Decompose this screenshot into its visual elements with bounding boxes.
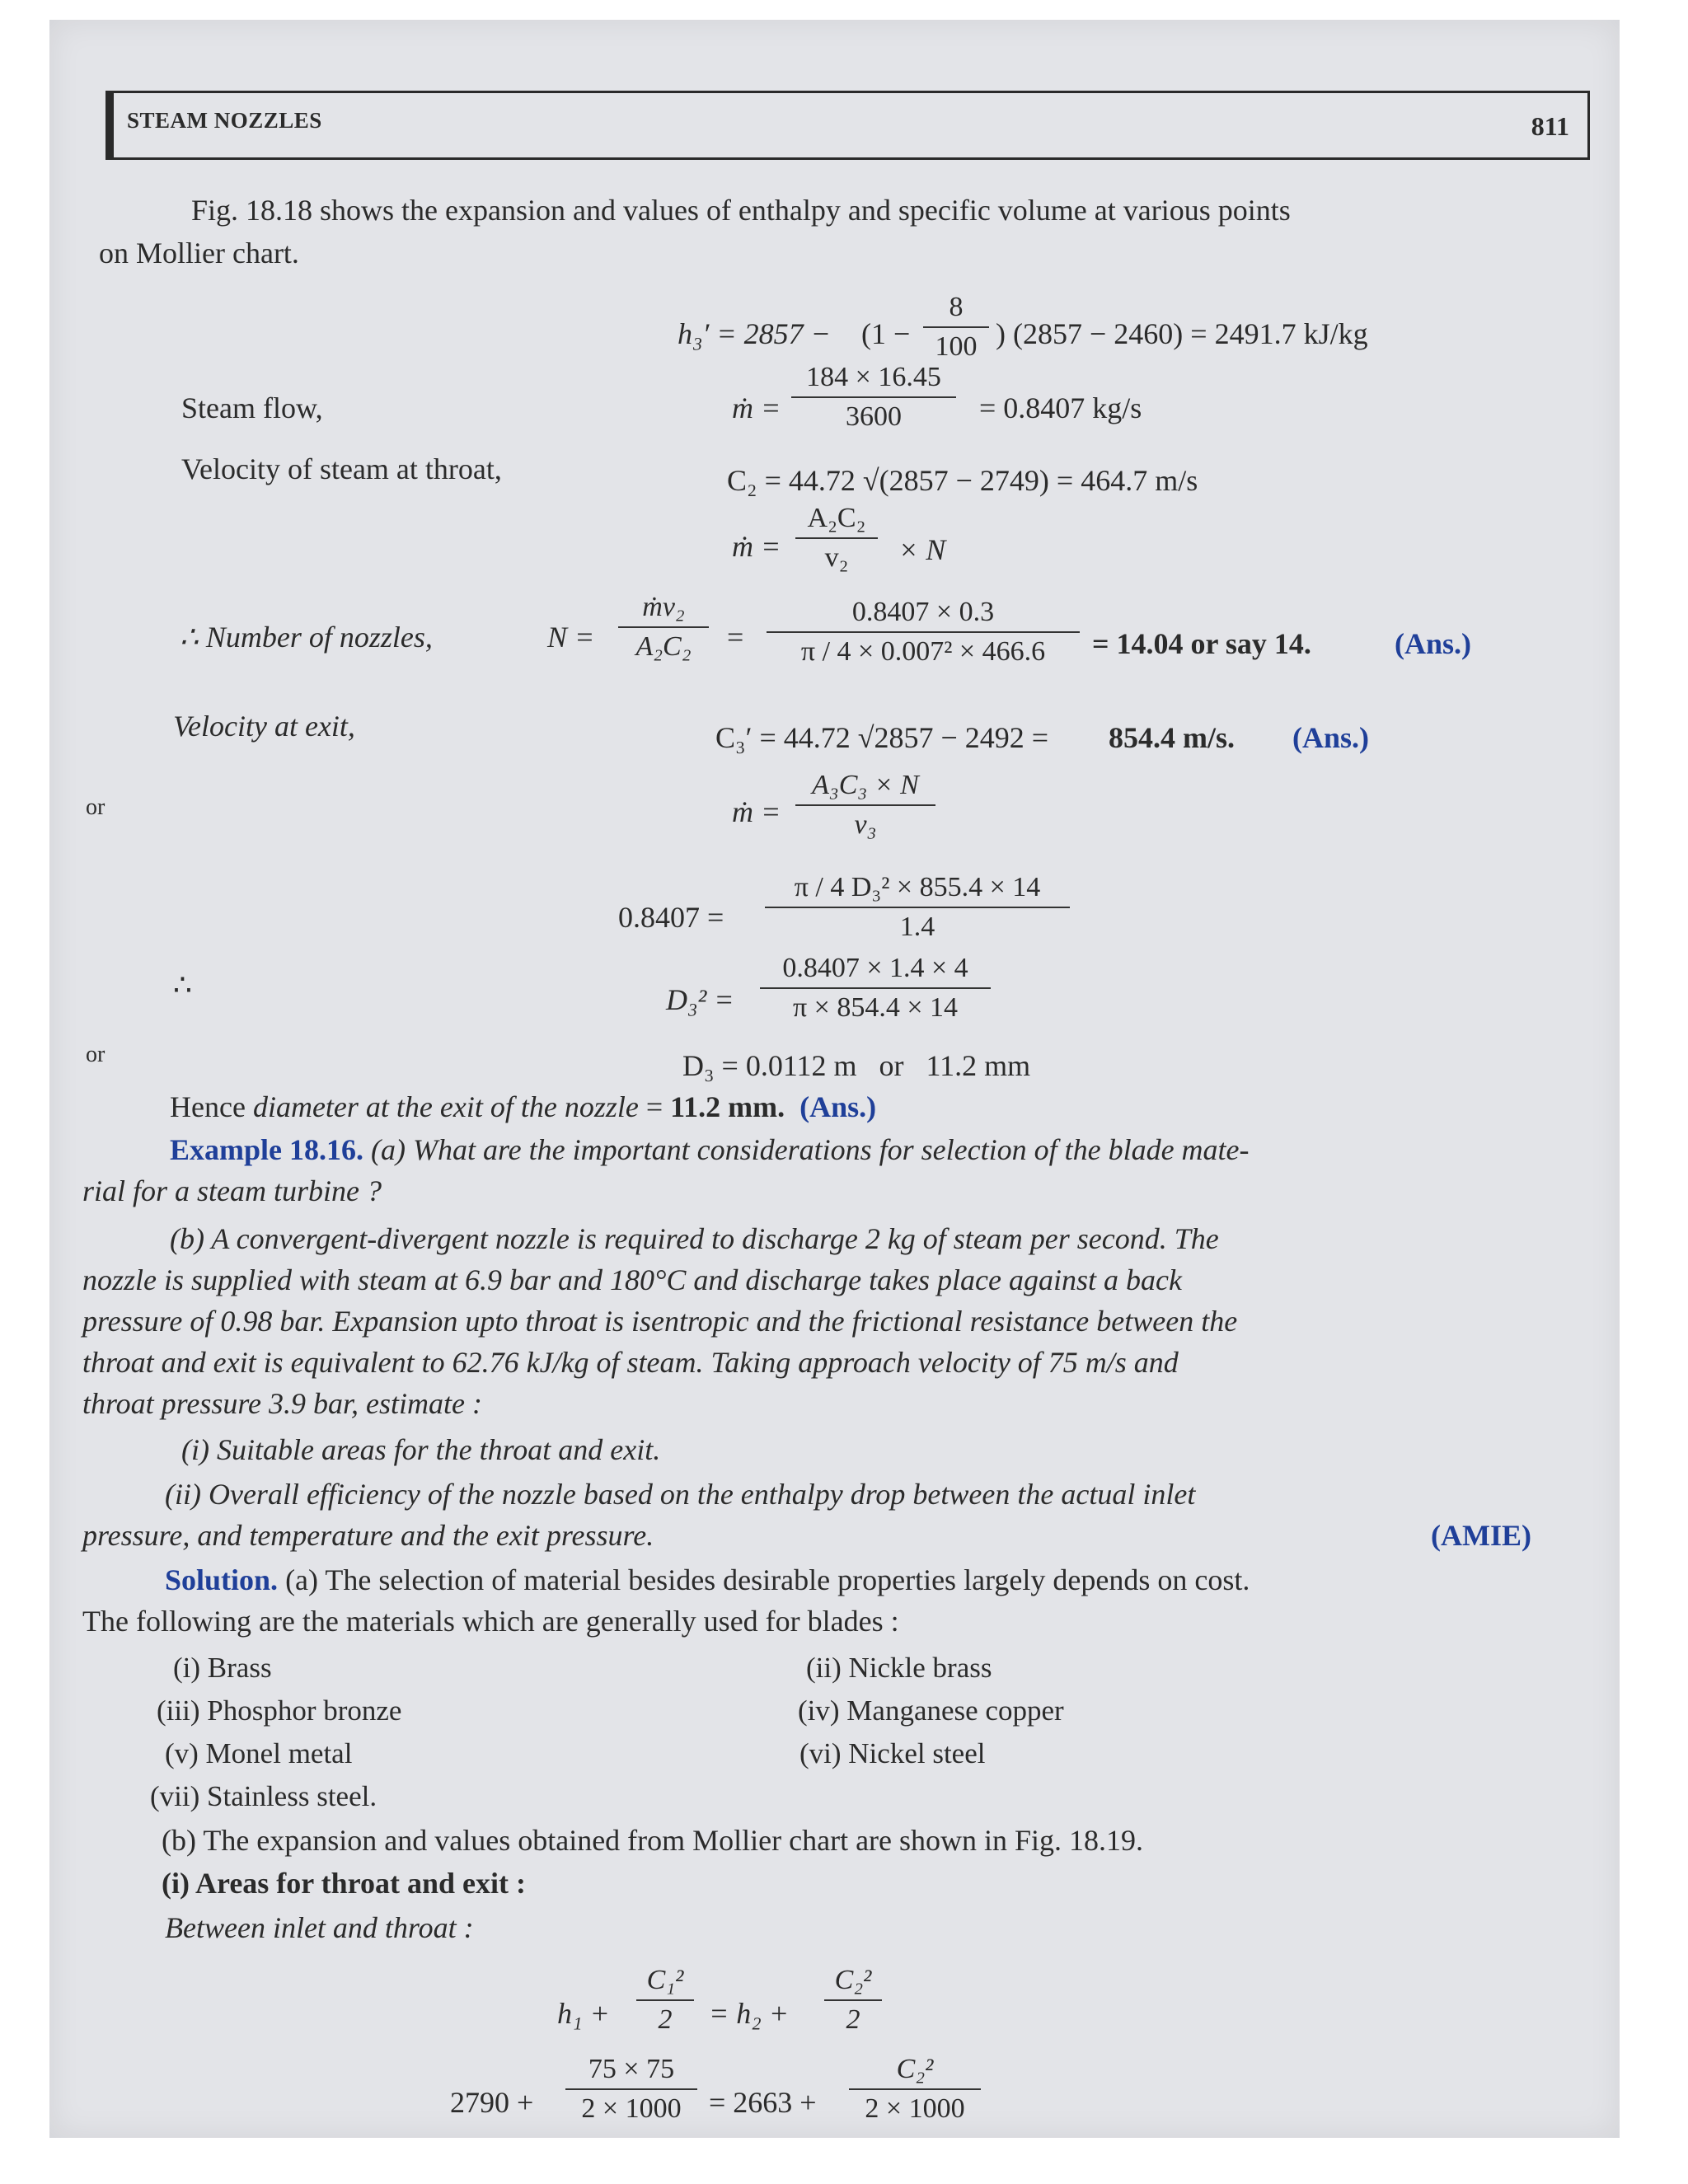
d3sq-den: π × 854.4 × 14 — [792, 992, 958, 1023]
energy-frac-1 — [636, 1965, 694, 2036]
example-ii-line-1: (ii) Overall efficiency of the nozzle based on the enthalpy drop between the actual inlet — [165, 1478, 1196, 1511]
eq-h3-den: 100 — [935, 331, 978, 362]
substitute-lhs: 0.8407 = — [618, 901, 724, 934]
mass-eq-fraction — [795, 503, 878, 574]
solution-title: Solution. — [165, 1563, 279, 1596]
or-label-2: or — [86, 1042, 106, 1067]
eq-h3-num: 8 — [949, 292, 964, 322]
material-1: (i) Brass — [173, 1652, 272, 1684]
example-b-line-5: throat pressure 3.9 bar, estimate : — [82, 1387, 482, 1420]
fraction-bar — [760, 987, 991, 989]
nozzles-den-1: A₂C₂ — [635, 631, 692, 662]
steam-flow-num: 184 × 16.45 — [806, 362, 941, 392]
example-b-line-1: (b) A convergent-divergent nozzle is required to discharge 2 kg of steam per second. The — [170, 1222, 1219, 1255]
material-2: (ii) Nickle brass — [806, 1652, 992, 1684]
energy-mid: = h₂ + — [709, 1997, 790, 2030]
eq-h3-paren: (1 − — [861, 317, 911, 350]
hence-italic: diameter at the exit of the nozzle — [252, 1090, 639, 1123]
mass-eq-num: A₂C₂ — [807, 503, 866, 533]
exit-velocity-ans: (Ans.) — [1292, 721, 1370, 754]
mass-exit-lhs: ṁ = — [732, 795, 781, 828]
numeric-frac-2 — [849, 2054, 981, 2125]
substitute-den: 1.4 — [899, 912, 935, 942]
throat-velocity-label: Velocity of steam at throat, — [181, 452, 502, 485]
eq-h3-rhs: ) (2857 − 2460) = 2491.7 kJ/kg — [996, 317, 1368, 350]
or-label-1: or — [86, 794, 106, 820]
between-label: Between inlet and throat : — [165, 1911, 474, 1944]
intro-line-1: Fig. 18.18 shows the expansion and values of enthalpy and specific volume at various points — [191, 194, 1291, 227]
energy-num-1: C₁² — [646, 1965, 684, 1995]
eq-h3-lhs: h₃′ = 2857 − — [678, 317, 831, 350]
mass-exit-den: v₃ — [854, 809, 877, 840]
fraction-bar — [618, 626, 709, 628]
substitute-fraction — [765, 872, 1070, 943]
fraction-bar — [795, 804, 935, 806]
therefore-symbol: ∴ — [173, 968, 192, 1001]
fraction-bar — [824, 1999, 882, 2001]
example-b-line-2: nozzle is supplied with steam at 6.9 bar and 180°C and discharge takes place against a back — [82, 1263, 1182, 1296]
energy-den-2: 2 — [846, 2004, 860, 2035]
exit-velocity-eq: C₃′ = 44.72 √2857 − 2492 = — [715, 721, 1049, 754]
solution-text-1: (a) The selection of material besides desirable properties largely depends on cost. — [285, 1563, 1250, 1596]
material-6: (vi) Nickel steel — [799, 1737, 986, 1769]
numeric-mid: = 2663 + — [709, 2086, 817, 2119]
section-title: STEAM NOZZLES — [127, 108, 322, 133]
example-a-line-1: (a) What are the important considerations for selection of the blade mate- — [371, 1133, 1250, 1166]
steam-flow-label: Steam flow, — [181, 391, 323, 424]
steam-flow-fraction — [791, 362, 956, 433]
numeric-num-2: C₂² — [896, 2054, 934, 2084]
fraction-bar — [636, 1999, 694, 2001]
nozzles-ans: (Ans.) — [1395, 627, 1472, 660]
amie-tag: (AMIE) — [1431, 1519, 1531, 1552]
nozzles-lhs: N = — [547, 621, 595, 654]
mass-eq-den: v₂ — [824, 542, 849, 573]
numeric-lhs: 2790 + — [450, 2086, 534, 2119]
example-i: (i) Suitable areas for the throat and exit. — [181, 1433, 661, 1466]
solution-line-1 — [165, 1563, 1250, 1597]
example-a-line-2: rial for a steam turbine ? — [82, 1174, 382, 1207]
book-page — [49, 20, 1620, 2138]
fraction-bar — [795, 537, 878, 539]
eq-h3-fraction — [923, 292, 989, 363]
mass-exit-fraction — [795, 770, 935, 841]
throat-velocity-eq: C₂ = 44.72 √(2857 − 2749) = 464.7 m/s — [727, 464, 1198, 497]
steam-flow-den: 3600 — [846, 401, 902, 432]
material-7: (vii) Stainless steel. — [150, 1780, 377, 1812]
fraction-bar — [565, 2088, 697, 2090]
fraction-bar — [923, 326, 989, 328]
numeric-frac-1 — [565, 2054, 697, 2125]
nozzles-den-2: π / 4 × 0.007² × 466.6 — [800, 636, 1046, 667]
example-b-line-3: pressure of 0.98 bar. Expansion upto throat is isentropic and the frictional resistance between the — [82, 1305, 1238, 1338]
nozzles-result: = 14.04 or say 14. — [1092, 627, 1311, 660]
example-ii-line-2: pressure, and temperature and the exit pressure. — [82, 1519, 654, 1552]
exit-velocity-label: Velocity at exit, — [173, 710, 355, 743]
d3sq-lhs: D₃² = — [666, 983, 734, 1016]
mass-eq-rhs: × N — [898, 533, 946, 566]
fraction-bar — [791, 396, 956, 398]
material-5: (v) Monel metal — [165, 1737, 353, 1769]
nozzles-fraction-2 — [767, 597, 1080, 668]
numeric-den-2: 2 × 1000 — [865, 2093, 965, 2124]
substitute-num: π / 4 D₃² × 855.4 × 14 — [794, 872, 1041, 902]
d3-result: D₃ = 0.0112 m or 11.2 mm — [682, 1049, 1031, 1082]
numeric-num-1: 75 × 75 — [588, 2054, 675, 2084]
mass-exit-num: A₃C₃ × N — [812, 770, 919, 800]
hence-pre: Hence — [170, 1090, 253, 1123]
numeric-den-1: 2 × 1000 — [581, 2093, 682, 2124]
hence-eq: = — [638, 1090, 671, 1123]
d3sq-num: 0.8407 × 1.4 × 4 — [782, 953, 968, 983]
energy-frac-2 — [824, 1965, 882, 2036]
exit-velocity-result: 854.4 m/s. — [1109, 721, 1235, 754]
material-3: (iii) Phosphor bronze — [157, 1694, 402, 1727]
example-b-line-4: throat and exit is equivalent to 62.76 kJ/kg of steam. Taking approach velocity of 75 m/s and — [82, 1346, 1179, 1379]
nozzles-num-2: 0.8407 × 0.3 — [851, 597, 995, 627]
steam-flow-rhs: = 0.8407 kg/s — [979, 391, 1142, 424]
energy-den-1: 2 — [658, 2004, 673, 2035]
nozzles-equals: = — [727, 621, 744, 654]
example-line-1 — [170, 1132, 1250, 1167]
nozzles-label: ∴ Number of nozzles, — [180, 621, 433, 654]
steam-flow-lhs: ṁ = — [732, 391, 781, 424]
solution-line-2: The following are the materials which are generally used for blades : — [82, 1605, 899, 1638]
material-4: (iv) Manganese copper — [798, 1694, 1064, 1727]
fraction-bar — [767, 631, 1080, 633]
fraction-bar — [765, 907, 1070, 908]
nozzles-num-1: ṁv₂ — [642, 592, 685, 622]
fraction-bar — [849, 2088, 981, 2090]
areas-heading: (i) Areas for throat and exit : — [162, 1867, 526, 1900]
hence-line — [170, 1090, 876, 1124]
intro-line-2: on Mollier chart. — [99, 237, 299, 269]
page-number: 811 — [1531, 111, 1569, 141]
part-b-text: (b) The expansion and values obtained from Mollier chart are shown in Fig. 18.19. — [162, 1824, 1144, 1857]
example-title: Example 18.16. — [170, 1133, 364, 1166]
hence-ans: (Ans.) — [799, 1090, 877, 1123]
d3sq-fraction — [760, 953, 991, 1024]
running-header — [106, 91, 1590, 160]
energy-num-2: C₂² — [834, 1965, 872, 1995]
hence-value: 11.2 mm. — [670, 1090, 785, 1123]
energy-h1: h₁ + — [557, 1997, 610, 2030]
mass-eq-lhs: ṁ = — [732, 530, 781, 563]
nozzles-fraction-1 — [618, 592, 709, 663]
